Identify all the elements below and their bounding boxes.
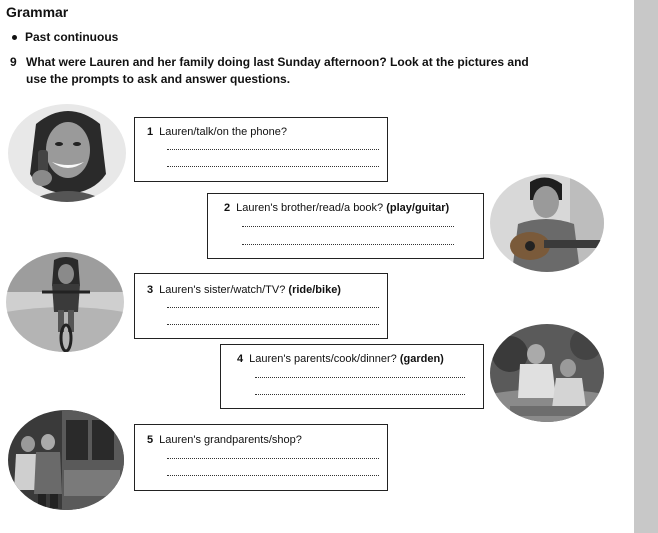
instruction-line-1: What were Lauren and her family doing last Sunday afternoon? Look at the pictures and [26, 55, 529, 69]
question-box-1 [134, 117, 388, 182]
exercise-instruction [10, 54, 620, 88]
question-prompt-1 [147, 126, 287, 138]
question-text: Lauren's grandparents/shop? [159, 434, 302, 446]
photo-girl-phone [8, 104, 126, 202]
question-number: 3 [147, 284, 154, 296]
answer-line[interactable] [255, 377, 465, 378]
question-text: Lauren's parents/cook/dinner? [249, 353, 397, 365]
question-hint: (ride/bike) [288, 284, 341, 296]
photo-girl-bike [6, 252, 124, 352]
question-prompt-5 [147, 434, 302, 446]
section-heading: Grammar [6, 4, 69, 20]
answer-line[interactable] [255, 394, 465, 395]
answer-line[interactable] [242, 244, 454, 245]
page-edge-shadow [634, 0, 658, 533]
question-text: Lauren's brother/read/a book? [236, 202, 384, 214]
question-prompt-2 [224, 202, 449, 214]
answer-line[interactable] [242, 226, 454, 227]
topic-bullet [12, 30, 118, 44]
photo-grandparents-shop [8, 410, 124, 510]
question-box-4 [220, 344, 484, 409]
instruction-line-2: use the prompts to ask and answer questions. [26, 72, 291, 86]
exercise-number: 9 [10, 55, 17, 69]
question-number: 2 [224, 202, 231, 214]
answer-line[interactable] [167, 324, 379, 325]
topic-label: Past continuous [25, 30, 119, 44]
answer-line[interactable] [167, 307, 379, 308]
photo-boy-guitar [490, 174, 604, 272]
question-number: 1 [147, 126, 154, 138]
question-hint: (play/guitar) [386, 202, 450, 214]
question-number: 5 [147, 434, 154, 446]
question-text: Lauren's sister/watch/TV? [159, 284, 286, 296]
question-prompt-4 [237, 353, 444, 365]
answer-line[interactable] [167, 475, 379, 476]
question-hint: (garden) [399, 353, 444, 365]
question-box-5 [134, 424, 388, 491]
answer-line[interactable] [167, 458, 379, 459]
question-box-3 [134, 273, 388, 339]
question-prompt-3 [147, 284, 341, 296]
question-text: Lauren/talk/on the phone? [159, 126, 287, 138]
question-number: 4 [237, 353, 244, 365]
photo-parents-garden [490, 324, 604, 422]
answer-line[interactable] [167, 166, 379, 167]
answer-line[interactable] [167, 149, 379, 150]
bullet-dot-icon [12, 35, 17, 40]
question-box-2 [207, 193, 484, 259]
